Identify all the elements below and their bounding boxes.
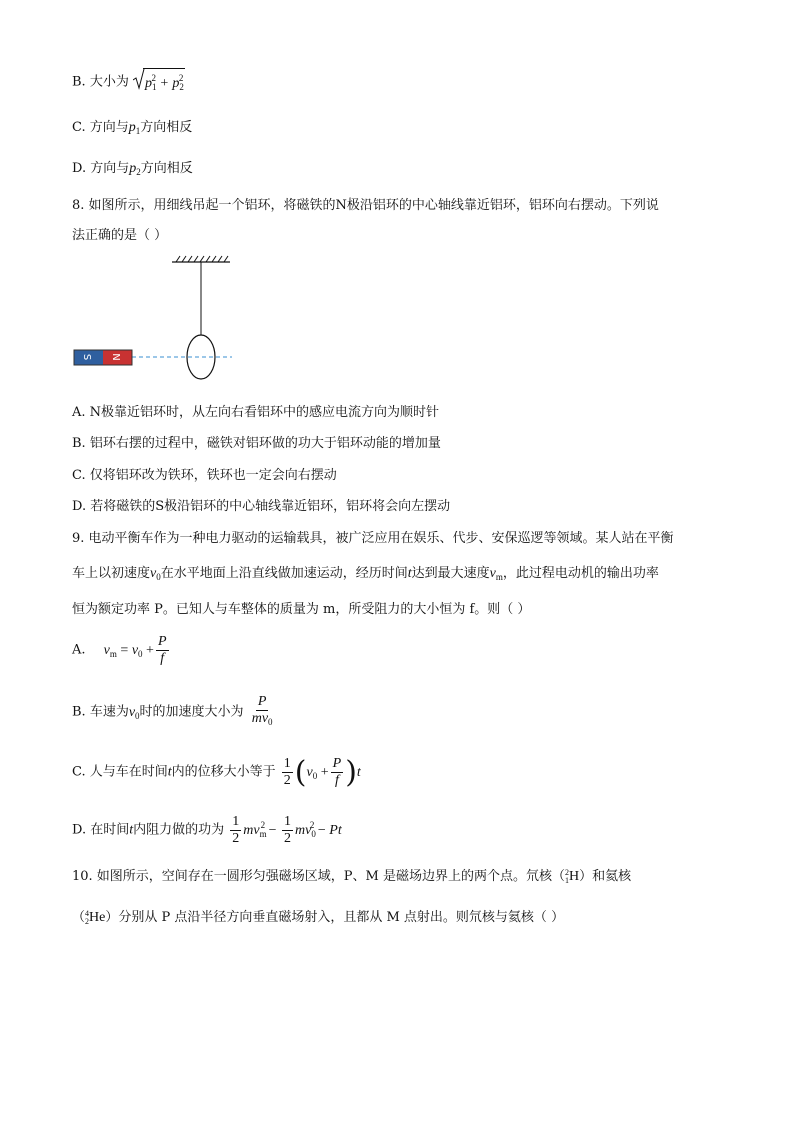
q7-option-c-suffix: 方向相反 bbox=[140, 120, 193, 135]
magnet-s-label: S bbox=[81, 353, 92, 361]
deuteron-symbol: 2 1 H bbox=[565, 867, 580, 885]
p1-symbol: $p_1$ bbox=[128, 120, 141, 136]
q10-stem-line1-end: ）和氦核 bbox=[579, 869, 632, 884]
q7-option-b bbox=[72, 68, 185, 96]
q10-stem-line1-text: 10. 如图所示，空间存在一圆形匀强磁场区域，P、M 是磁场边界上的两个点。氘核（ bbox=[72, 869, 565, 884]
q9-option-b-prefix: B. 车速为 bbox=[72, 704, 129, 720]
q9-option-a-prefix: A. bbox=[72, 642, 86, 658]
q9-option-b-fraction: $\frac{P}{mv_0}$ bbox=[251, 694, 273, 727]
q10-stem-line1 bbox=[72, 865, 631, 885]
q9-option-d bbox=[72, 814, 342, 847]
q7-option-c-prefix: C. 方向与 bbox=[72, 120, 129, 135]
sqrt-expression: $p_1^2 + p_2^2$ bbox=[133, 68, 185, 96]
q9-option-d-prefix: D. 在时间 bbox=[72, 822, 130, 838]
helium-symbol: 4 2 He bbox=[85, 908, 106, 926]
q8-option-b: B. 铝环右摆的过程中，磁铁对铝环做的功大于铝环动能的增加量 bbox=[72, 436, 441, 451]
magnet-ring-figure bbox=[72, 250, 242, 385]
q7-option-c bbox=[72, 116, 192, 136]
q9-option-b-mid: 时的加速度大小为 bbox=[139, 704, 244, 720]
ceiling-hatch bbox=[176, 256, 228, 262]
vm-symbol: $v_m$ bbox=[489, 566, 503, 582]
q9-option-a bbox=[72, 634, 171, 667]
q8-option-a: A. N极靠近铝环时，从左向右看铝环中的感应电流方向为顺时针 bbox=[72, 405, 440, 420]
q7-option-d-suffix: 方向相反 bbox=[140, 161, 193, 176]
v0-symbol: $v_0$ bbox=[150, 566, 161, 582]
q9-stem-line2 bbox=[72, 562, 659, 582]
t-symbol: t bbox=[407, 566, 412, 581]
q9-stem-line2-a: 车上以初速度 bbox=[72, 566, 151, 581]
q8-stem-line1: 8. 如图所示，用细线吊起一个铝环，将磁铁的N极沿铝环的中心轴线靠近铝环，铝环向右摆动。下列说 bbox=[72, 198, 659, 213]
q8-stem-line2: 法正确的是（ ） bbox=[72, 228, 168, 243]
t-symbol: t bbox=[129, 822, 134, 838]
q9-stem-line2-b: 在水平地面上沿直线做加速运动，经历时间 bbox=[160, 566, 408, 581]
q9-option-d-mid: 内阻力做的功为 bbox=[133, 822, 225, 838]
q7-option-b-text: B. 大小为 bbox=[72, 74, 129, 90]
q8-option-c: C. 仅将铝环改为铁环，铁环也一定会向右摆动 bbox=[72, 468, 337, 483]
v0-symbol: $v_0$ bbox=[128, 704, 140, 721]
q9-option-c-mid: 内的位移大小等于 bbox=[171, 764, 276, 780]
q9-option-c-prefix: C. 人与车在时间 bbox=[72, 764, 168, 780]
q9-option-c bbox=[72, 756, 361, 789]
radical-sign-icon bbox=[133, 68, 145, 90]
q9-stem-line2-d: ，此过程电动机的输出功率 bbox=[502, 566, 659, 581]
magnet-n-label: N bbox=[110, 353, 121, 361]
q7-option-d bbox=[72, 157, 193, 177]
q9-stem-line1: 9. 电动平衡车作为一种电力驱动的运输载具，被广泛应用在娱乐、代步、安保巡逻等领域。某人站在平衡 bbox=[72, 531, 674, 546]
p2-symbol: $p_2$ bbox=[129, 161, 141, 177]
q10-stem-line2 bbox=[72, 906, 564, 926]
q9-option-a-formula: $v_m = v_0$ + $\frac{P}{f}$ bbox=[103, 634, 167, 666]
q9-option-b bbox=[72, 694, 277, 730]
q10-stem-line2-start: （ bbox=[72, 910, 86, 925]
q9-option-d-formula: $\frac{1}{2}$ $mv_m^2$ − $\frac{1}{2}$ $mv_0^2 - Pt$ bbox=[232, 814, 342, 846]
q9-stem-line3: 恒为额定功率 P。已知人与车整体的质量为 m，所受阻力的大小恒为 f。则（ ） bbox=[72, 602, 531, 617]
q9-stem-line2-c: 达到最大速度 bbox=[411, 566, 490, 581]
q10-stem-line2-text: ）分别从 P 点沿半径方向垂直磁场射入，且都从 M 点射出。则氘核与氦核（ ） bbox=[105, 910, 565, 925]
q7-option-d-prefix: D. 方向与 bbox=[72, 161, 130, 176]
q8-option-d: D. 若将磁铁的S极沿铝环的中心轴线靠近铝环，铝环将会向左摆动 bbox=[72, 499, 451, 514]
t-symbol: t bbox=[167, 764, 172, 780]
q9-option-c-formula: $\frac{1}{2}$ ($v_0$ + $\frac{P}{f}$ )t bbox=[283, 754, 361, 790]
